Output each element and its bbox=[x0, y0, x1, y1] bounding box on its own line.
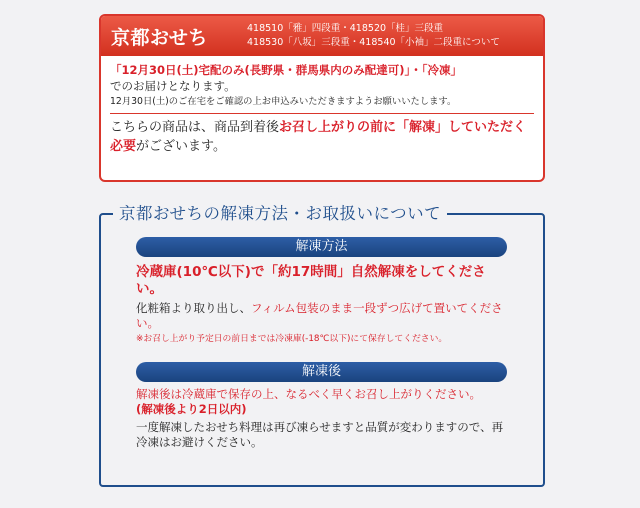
confirm-notice: 12月30日(土)のご在宅をご確認の上お申込みいただきますようお願いいたします。 bbox=[110, 96, 457, 107]
notice-header bbox=[101, 16, 543, 56]
notice-subtitle bbox=[247, 22, 500, 50]
thawing-section bbox=[99, 204, 545, 487]
oseichi-notice-card bbox=[99, 14, 545, 182]
after-heading: 解凍後 bbox=[136, 362, 507, 382]
notice-body bbox=[101, 56, 543, 156]
after-content bbox=[136, 387, 508, 450]
after-body: 一度解凍したおせち料理は再び凍らせますと品質が変わりますので、再冷凍はお避けください。 bbox=[136, 420, 504, 449]
method-body-part2: フィルム包装のまま一段ずつ広げて置いてください。 bbox=[136, 301, 503, 330]
thaw-note-part2: お召し上がりの前に「解凍」していただく必要 bbox=[110, 120, 527, 154]
notice-divider bbox=[110, 113, 534, 114]
notice-title: 京都おせち bbox=[111, 26, 208, 49]
delivery-notice-tail: でのお届けとなります。 bbox=[110, 79, 236, 93]
notice-subtitle-line2: 418530「八坂」三段重・418540「小袖」二段重について bbox=[247, 37, 500, 48]
thaw-required-note bbox=[110, 118, 534, 156]
after-body-red-bold: (解凍後より2日以内) bbox=[136, 402, 247, 416]
thaw-note-part3: がございます。 bbox=[136, 139, 226, 154]
after-body-red: 解凍後は冷蔵庫で保存の上、なるべく早くお召し上がりください。 bbox=[136, 387, 481, 401]
method-body bbox=[136, 301, 508, 331]
method-lead: 冷蔵庫(10℃以下)で「約17時間」自然解凍をしてください。 bbox=[136, 264, 486, 297]
method-body-part1: 化粧箱より取り出し、 bbox=[136, 301, 251, 315]
notice-subtitle-line1: 418510「雅」四段重・418520「桂」三段重 bbox=[247, 23, 444, 34]
method-heading: 解凍方法 bbox=[136, 237, 507, 257]
section-title: 京都おせちの解凍方法・お取扱いについて bbox=[113, 203, 447, 225]
method-content bbox=[136, 264, 508, 346]
method-note: ※お召し上がり予定日の前日までは冷凍庫(-18℃以下)にて保存してください。 bbox=[136, 334, 448, 344]
thaw-note-part1: こちらの商品は、商品到着後 bbox=[110, 120, 280, 135]
delivery-notice: 「12月30日(土)宅配のみ(長野県・群馬県内のみ配達可)」・「冷凍」 bbox=[110, 63, 463, 77]
